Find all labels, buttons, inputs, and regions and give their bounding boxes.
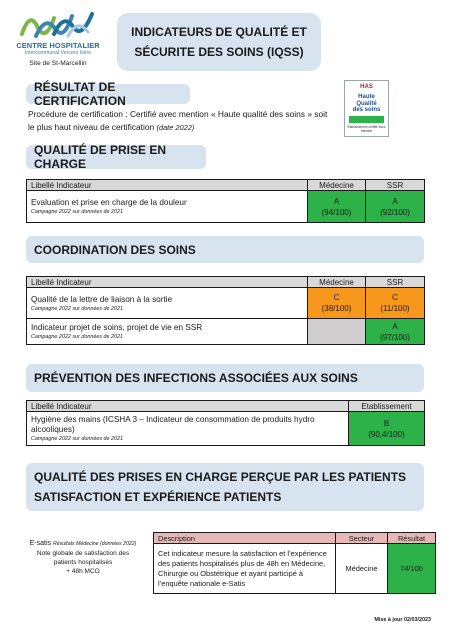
table-row xyxy=(154,544,436,594)
indicator-campaign: Campagne 2022 sur données de 2021 xyxy=(31,305,124,312)
page-title-line2: SÉCURITE DES SOINS (IQSS) xyxy=(134,45,304,59)
header-description: Description xyxy=(154,533,336,544)
grade: C xyxy=(392,293,398,302)
table-header-row xyxy=(27,277,425,288)
section-satisfaction-heading xyxy=(26,463,424,511)
section-coordination-heading: COORDINATION DES SOINS xyxy=(26,236,424,263)
score: (97/100) xyxy=(380,332,410,342)
ssr-result xyxy=(366,288,425,319)
indicator-name: Hygiène des mains (ICSHA 3 – Indicateur de consommation de produits hydro alcooliques) xyxy=(31,415,315,434)
certification-body: Certifié avec mention « Haute qualité des soins » soit le plus haut niveau de certification xyxy=(28,109,328,132)
badge-org: HAS xyxy=(360,84,373,90)
score: (90,4/100) xyxy=(368,429,405,439)
satisfaction-heading-line2: SATISFACTION ET EXPÉRIENCE PATIENTS xyxy=(34,490,282,504)
satisfaction-table xyxy=(153,532,436,594)
header-secteur: Secteur xyxy=(336,533,388,544)
logo-subtitle: Intercommunal Vercors Isère xyxy=(24,50,92,56)
esatis-title: E-satis xyxy=(29,540,52,547)
satisfaction-heading-line1: QUALITÉ DES PRISES EN CHARGE PERÇUE PAR LES PATIENTS xyxy=(34,470,407,484)
table-header-row xyxy=(27,401,425,412)
indicator-campaign: Campagne 2022 sur données de 2021 xyxy=(31,334,124,340)
table-row xyxy=(27,319,425,345)
ssr-result xyxy=(366,319,425,345)
logo-site: Site de St-Marcellin xyxy=(29,60,87,67)
has-certification-badge xyxy=(344,80,389,137)
header-libelle: Libellé Indicateur xyxy=(27,401,349,412)
header-ssr: SSR xyxy=(366,180,425,191)
indicator-cell xyxy=(27,412,349,446)
indicator-name: Indicateur projet de soins, projet de vie en SSR xyxy=(31,323,203,332)
logo-name: CENTRE HOSPITALIER xyxy=(16,41,100,50)
grade: A xyxy=(333,196,340,206)
indicator-name: Evaluation et prise en charge de la douleur xyxy=(31,198,187,207)
esatis-summary xyxy=(18,539,148,576)
secteur-cell: Médecine xyxy=(336,544,388,594)
grade: B xyxy=(383,418,390,428)
coordination-table xyxy=(26,276,425,345)
medecine-result xyxy=(308,191,366,223)
table-header-row xyxy=(154,533,436,544)
esatis-line1: Note globale de satisfaction des xyxy=(36,550,130,557)
header-medecine: Médecine xyxy=(308,277,366,288)
header-resultat: Résultat xyxy=(388,533,436,544)
indicator-name: Qualité de la lettre de liaison à la sortie xyxy=(31,294,173,304)
header-libelle: Libellé Indicateur xyxy=(27,180,308,191)
grade: A xyxy=(392,321,398,331)
header-medecine: Médecine xyxy=(308,180,366,191)
section-prevention-heading: PRÉVENTION DES INFECTIONS ASSOCIÉES AUX SOINS xyxy=(26,364,424,392)
etablissement-result xyxy=(349,412,425,446)
indicator-cell xyxy=(27,191,308,223)
resultat-cell: 74/100 xyxy=(388,544,436,594)
header-ssr: SSR xyxy=(366,277,425,288)
grade: C xyxy=(333,293,340,302)
esatis-subtitle: Résultats Médecine (données 2022) xyxy=(53,541,137,547)
medecine-result-empty xyxy=(308,319,366,345)
table-row xyxy=(27,191,425,223)
score: (38/100) xyxy=(321,304,352,313)
grade: A xyxy=(392,196,398,206)
esatis-line3: + 48h MCO xyxy=(66,568,100,575)
badge-line2: Qualité xyxy=(356,100,377,107)
logo-mark xyxy=(6,4,110,44)
header-libelle: Libellé Indicateur xyxy=(27,277,308,288)
prise-en-charge-table xyxy=(26,179,425,223)
table-header-row xyxy=(27,180,425,191)
table-row xyxy=(27,288,425,319)
ssr-result xyxy=(366,191,425,223)
certification-label: Procédure de certification : xyxy=(28,109,128,119)
indicator-campaign: Campagne 2022 sur données de 2021 xyxy=(31,436,124,442)
indicator-cell xyxy=(27,288,308,319)
badge-footer: Établissement certifié avec mention xyxy=(347,125,386,133)
badge-line1: Haute xyxy=(358,94,375,100)
table-row xyxy=(27,412,425,446)
description-cell: Cet indicateur mesure la satisfaction et l’expérience des patients hospitalisés plus de 48h en Médecine, Chirurgie ou Obstétrique et ayant participé à l’enquête nationale e-Satis xyxy=(154,544,336,594)
certification-date: (date 2022) xyxy=(156,123,195,132)
prevention-table xyxy=(26,400,425,446)
page-title-line1: INDICATEURS DE QUALITÉ ET xyxy=(131,25,307,39)
page-title xyxy=(117,13,321,71)
esatis-line2: patients hospitalisés xyxy=(53,559,113,566)
header-etablissement: Etablissement xyxy=(349,401,425,412)
certification-text xyxy=(28,108,334,134)
section-prise-en-charge-heading: QUALITÉ DE PRISE EN CHARGE xyxy=(26,145,206,169)
indicator-campaign: Campagne 2022 sur données de 2021 xyxy=(31,209,124,215)
score: (11/100) xyxy=(380,304,410,313)
indicator-cell xyxy=(27,319,308,345)
score: (94/100) xyxy=(321,207,352,217)
update-date: Mise à jour 02/03/2023 xyxy=(374,617,431,623)
section-certification-heading: RÉSULTAT DE CERTIFICATION xyxy=(26,84,190,104)
score: (92/100) xyxy=(380,207,410,217)
badge-green-band xyxy=(349,116,384,123)
badge-line3: des soins xyxy=(352,107,381,113)
medecine-result xyxy=(308,288,366,319)
